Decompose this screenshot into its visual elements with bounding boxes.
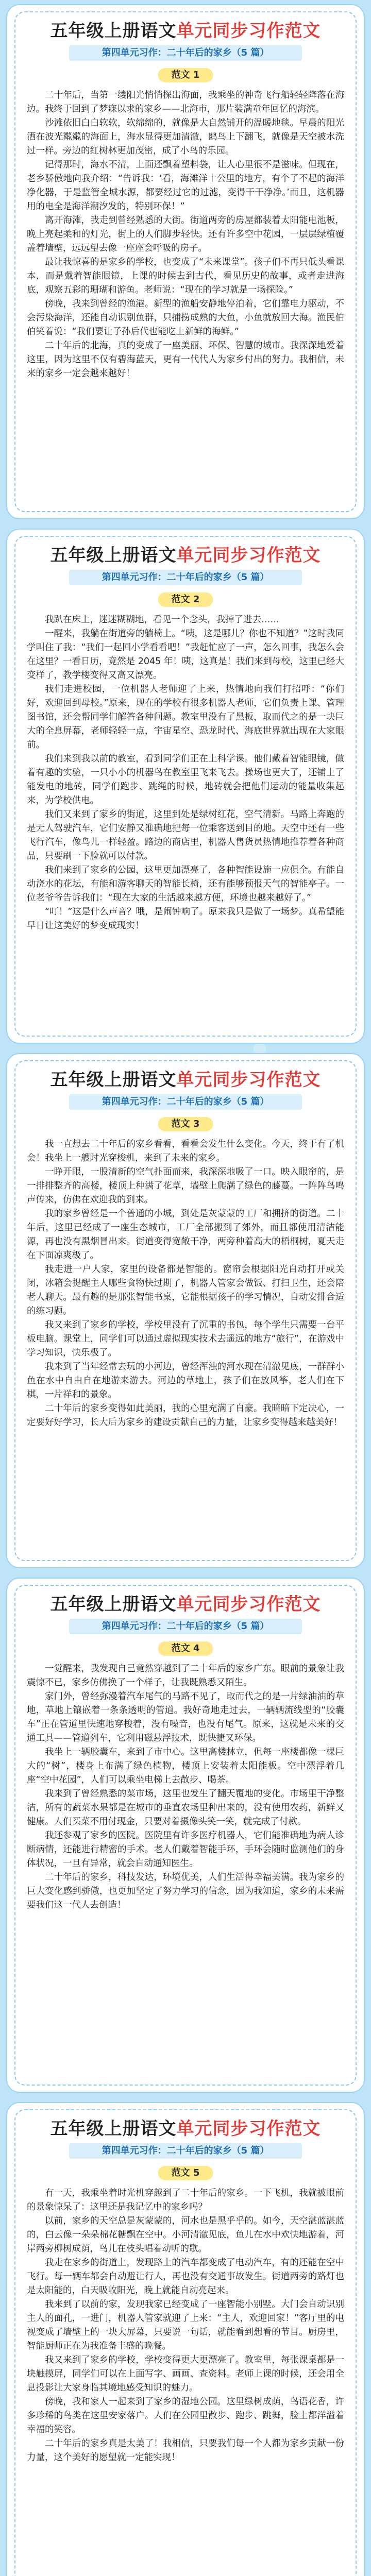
essay-body — [27, 1138, 344, 1430]
essay-label: 范文 3 — [158, 1117, 213, 1131]
essay-paragraph: 我们又来到了家乡的街道，这里到处是绿树红花，空气清新。马路上奔跑的是无人驾驶汽车，它们安静又准确地把每一位乘客送到目的地。天空中还有一些飞行汽车，像鸟儿一样轻盈。路边的商店里，机器人售货员热情地推荐着各种商品，只要刷一下脸就可以付款。 — [27, 809, 344, 861]
essay-paragraph: 我走进一户人家，家里的设备都是智能的。窗帘会根据阳光自动打开或关闭，冰箱会提醒主人哪些食物快过期了，机器人管家会做饭、打扫卫生，还会陪老人聊天。最有趣的是那张智能书桌，它能根据孩子的学习情况，自动安排合适的练习题。 — [27, 1264, 344, 1316]
title-prefix: 五年级上册语文 — [50, 1070, 177, 1090]
card-title — [7, 1065, 364, 1091]
title-prefix: 五年级上册语文 — [50, 1594, 177, 1615]
title-accent: 单元同步习作范文 — [176, 2119, 321, 2139]
essay-paragraph: 离开海滩，我走到曾经熟悉的大街。街道两旁的房屋都装着太阳能电池板，晚上亮起柔和的灯光，街上的人们脚步轻快。还有许多空中花园，一层层绿植覆盖着墙壁，远远望去像一座座会呼吸的房子。 — [27, 215, 344, 253]
essay-card-4 — [6, 1578, 365, 2093]
unit-subtitle: 第四单元习作：二十年后的家乡（5 篇） — [69, 1619, 302, 1634]
essay-paragraph: 我们走进校园，一位机器人老师迎了上来，热情地向我们打招呼：“你们好，欢迎回到母校。”原来，现在的学校有很多机器人老师，它们负责上课、管理图书馆，还会帮同学们解答各种问题。教室里没有了黑板，取而代之的是一块巨大的全息屏幕，老师轻轻一点，宇宙星空、恐龙时代、海底世界就出现在大家眼前。 — [27, 684, 344, 750]
essay-paragraph: 沙滩依旧白白软软，软绵绵的，就像是大自然铺开的温暖地毯。早晨的阳光洒在波光粼粼的海面上，海水显得更加清澈，鸥鸟上下翻飞，就像是天空被水洗过一样。旁边的红树林更加茂密，成了小鸟的乐园。 — [27, 118, 344, 156]
essay-paragraph: 我来到了曾经熟悉的菜市场，这里也发生了翻天覆地的变化。市场里干净整洁，所有的蔬菜水果都是在城市的垂直农场里种出来的，没有使用农药，新鲜又健康。人们买菜不用付现金，只要对着摄像头笑一笑，就完成了付款。 — [27, 1789, 344, 1827]
title-accent: 单元同步习作范文 — [176, 1070, 321, 1090]
essay-paragraph: 以前，家乡的天空总是灰蒙蒙的，河水也是黑乎乎的。如今，天空湛蓝湛蓝的，白云像一朵朵棉花糖飘在空中。小河清澈见底，鱼儿在水中欢快地游着，河岸两旁柳树成荫，鸟儿在枝头唱着动听的歌。 — [27, 2216, 344, 2254]
essay-body — [27, 1662, 344, 1912]
essay-label: 范文 4 — [158, 1641, 213, 1656]
essay-card-2 — [6, 529, 365, 1044]
essay-paragraph: 我的家乡曾经是一个普通的小城，到处是灰蒙蒙的工厂和拥挤的街道。二十年后，这里已经成了一座生态城市，工厂全部搬到了郊外，而且都使用清洁能源，再也没有黑烟冒出来。街道变得宽敞干净，两旁种着高大的梧桐树，夏天走在下面凉爽极了。 — [27, 1209, 344, 1261]
essay-paragraph: 记得那时，海水不清，上面还飘着塑料袋，让人心里很不是滋味。但现在，老乡骄傲地向我介绍：“告诉我：‘看，海滩洋十公里的地方，有个了不起的海洋净化器，于是监管全城水源，都要经过它的过滤，变得干干净净。’而且，这机器用的电全是海洋潮汐发的，特别环保！” — [27, 160, 344, 212]
essay-paragraph: 我又来到了家乡的学校，学校里没有了沉重的书包，每个学生只需要一台平板电脑。课堂上，同学们可以通过虚拟现实技术去遥远的地方“旅行”，在游戏中学习知识，快乐极了。 — [27, 1320, 344, 1358]
essay-paragraph: 我们来到我以前的教室，看到同学们正在上科学课。他们戴着智能眼镜，做着有趣的实验，一只小小的机器鸟在教室里飞来飞去。操场也更大了，还铺上了能发电的地砖，同学们跑步、跳绳的时候，地砖就会把他们运动的能量收集起来，为学校供电。 — [27, 754, 344, 806]
essay-paragraph: 二十年后的家乡变得如此美丽，我的心里充满了自豪。我暗暗下定决心，一定要好好学习，长大后为家乡的建设贡献自己的力量，让家乡变得越来越美好！ — [27, 1403, 344, 1428]
title-accent: 单元同步习作范文 — [176, 545, 321, 566]
essay-paragraph: 有一天，我乘坐着时光机穿越到了二十年后的家乡。一下飞机，我就被眼前的景象惊呆了：这里还是我记忆中的家乡吗？ — [27, 2188, 344, 2212]
essay-paragraph: 傍晚，我来到曾经的渔港。新型的渔船安静地停泊着，它们靠电力驱动，不会污染海洋，还能自动识别鱼群，只捕捞成熟的大鱼，小鱼就放回大海。渔民伯伯笑着说：“我们要让子孙后代也能吃上新鲜的海鲜。” — [27, 299, 344, 337]
essay-label: 范文 5 — [158, 2166, 213, 2180]
essay-paragraph: 我来到了以前的家，发现我家已经变成了一座智能小别墅。大门会自动识别主人的面孔，一进门，机器人管家就迎了上来：“主人，欢迎回家！”客厅里的电视变成了墙壁上的一块大屏幕，只要说一句话，就能看到想看的节目。厨房里，智能厨师正在为我准备丰盛的晚餐。 — [27, 2299, 344, 2351]
essay-card-3 — [6, 1053, 365, 1568]
essay-body — [27, 2187, 344, 2465]
essay-paragraph: 我们来到了家乡的公园，这里更加漂亮了，各种智能设施一应俱全。有能自动浇水的花坛，有能和游客聊天的智能长椅，还有能够预报天气的智能亭子。一位老爷爷告诉我们：“现在大家的生活越来越方便，环境也越来越好了。” — [27, 865, 344, 903]
essay-card-5 — [6, 2102, 365, 2576]
essay-paragraph: “叮！”这是什么声音？哦，是闹钟响了。原来我只是做了一场梦。真希望能早日让这美好的梦变成现实！ — [27, 907, 344, 931]
essay-paragraph: 二十年后的北海，真的变成了一座美丽、环保、智慧的城市。我深深地爱着这里，因为这里不仅有碧海蓝天，更有一代代人为家乡付出的努力。我相信，未来的家乡一定会越来越好！ — [27, 341, 344, 379]
essay-paragraph: 一觉醒来，我发现自己竟然穿越到了二十年后的家乡广东。眼前的景象让我震惊不已，家乡仿佛换了一个样子，让我既熟悉又陌生。 — [27, 1664, 344, 1688]
title-accent: 单元同步习作范文 — [176, 21, 321, 41]
unit-subtitle: 第四单元习作：二十年后的家乡（5 篇） — [69, 2143, 302, 2159]
title-prefix: 五年级上册语文 — [50, 2119, 177, 2139]
essay-paragraph: 二十年后的家乡，科技发达，环境优美，人们生活得幸福美满。我为家乡的巨大变化感到骄傲，也更加坚定了努力学习的信念，因为我知道，家乡的未来需要我们这一代人去创造！ — [27, 1872, 344, 1910]
card-title — [7, 541, 364, 566]
essay-body — [27, 613, 344, 933]
title-accent: 单元同步习作范文 — [176, 1594, 321, 1615]
card-title — [7, 16, 364, 42]
essay-paragraph: 一睁开眼，一股清新的空气扑面而来，我深深地吸了一口。映入眼帘的，是一排排整齐的高楼，楼顶上种满了花草，墙壁上爬满了绿色的藤蔓。一阵阵鸟鸣声传来，仿佛在欢迎我的到来。 — [27, 1167, 344, 1205]
title-prefix: 五年级上册语文 — [50, 21, 177, 41]
essay-paragraph: 我来到了当年经常去玩的小河边，曾经浑浊的河水现在清澈见底，一群群小鱼在水中自由自在地游来游去。河边的草地上，孩子们在放风筝，老人们在下棋，一片祥和的景象。 — [27, 1362, 344, 1400]
unit-subtitle: 第四单元习作：二十年后的家乡（5 篇） — [69, 45, 302, 61]
essay-body — [27, 89, 344, 381]
unit-subtitle: 第四单元习作：二十年后的家乡（5 篇） — [69, 570, 302, 585]
essay-paragraph: 二十年后，当第一缕阳光悄悄探出海面，我乘坐的神奇飞行船轻轻降落在海边。我终于回到了梦寐以求的家乡——北海市，那片装满童年回忆的海滨。 — [27, 90, 344, 114]
essay-paragraph: 最让我惊喜的是家乡的学校，也变成了“未来课堂”。孩子们不再只低头看课本，而是戴着智能眼镜，上课的时候去到古代，看见历史的故事，或者走进海底，观察五彩的珊瑚和游鱼。老师说：“现在的学习就是一场探险。” — [27, 257, 344, 295]
card-title — [7, 2114, 364, 2140]
essay-paragraph: 我一直想去二十年后的家乡看看，看看会发生什么变化。今天，终于有了机会！我坐上一艘时光穿梭机，来到了未来的家乡。 — [27, 1139, 344, 1163]
essay-paragraph: 一醒来，我躺在街道旁的躺椅上。“咦，这是哪儿？你也不知道？”这时我同学叫住了我：“我们一起回小学看看吧！”我赶忙应了一声，怎么回事，我怎么会在这里？一看日历，竟然是 2045 年！咦，这真是！我们来到母校，这里已经大变样了，教学楼变得又高又漂亮。 — [27, 629, 344, 681]
essay-paragraph: 我又来到了家乡的学校，学校变得更大更漂亮了。教室里，每张课桌都是一块触摸屏，同学们可以在上面写字、画画、查资料。老师上课的时候，还会用全息投影让大家身临其境地感受知识的魅力。 — [27, 2355, 344, 2393]
unit-subtitle: 第四单元习作：二十年后的家乡（5 篇） — [69, 1094, 302, 1110]
essay-label: 范文 2 — [158, 592, 213, 607]
essay-paragraph: 二十年后的家乡真是太美了！我相信，只要我们每一个人都为家乡贡献一份力量，这个美好的愿望就一定能实现！ — [27, 2438, 344, 2463]
essay-paragraph: 家门外，曾经弥漫着汽车尾气的马路不见了，取而代之的是一片绿油油的草地，草地上镶嵌着一条条透明的管道。我好奇地走过去，一辆辆流线型的“胶囊车”正在管道里快速地穿梭着，没有噪音，也没有尾气。原来，这就是未来的交通工具——管道列车，它利用磁悬浮技术，既快捷又环保。 — [27, 1691, 344, 1743]
essay-paragraph: 我趴在床上，迷迷糊糊地，看见一个念头，我掉了进去…… — [45, 615, 279, 625]
essay-paragraph: 我还参观了家乡的医院。医院里有许多医疗机器人，它们能准确地为病人诊断病情，还能进行精密的手术。老人们戴着智能手环，手环会随时监测他们的身体状况，一旦有异常，就会自动通知医生。 — [27, 1831, 344, 1869]
essay-paragraph: 我走在家乡的街道上，发现路上的汽车都变成了电动汽车，有的还能在空中飞行。每一辆车都会自动避让行人，再也没有交通事故发生。街道两旁的路灯也是太阳能的，白天吸收阳光，晚上就能自动亮起来。 — [27, 2258, 344, 2296]
title-prefix: 五年级上册语文 — [50, 545, 177, 566]
card-title — [7, 1590, 364, 1615]
essay-card-1 — [6, 4, 365, 519]
essay-paragraph: 我坐上一辆胶囊车，来到了市中心。这里高楼林立，但每一座楼都像一棵巨大的“树”，楼身上布满了绿色植物，楼顶上安装着太阳能板。空中漂浮着几座“空中花园”，人们可以乘坐电梯上去散步、喝茶。 — [27, 1747, 344, 1785]
essay-paragraph: 傍晚，我和家人一起来到了家乡的湿地公园。这里绿树成荫，鸟语花香，许多珍稀的鸟类在这里安家落户。人们在公园里散步、跑步、跳舞，脸上都洋溢着幸福的笑容。 — [27, 2397, 344, 2435]
essay-label: 范文 1 — [158, 68, 213, 82]
